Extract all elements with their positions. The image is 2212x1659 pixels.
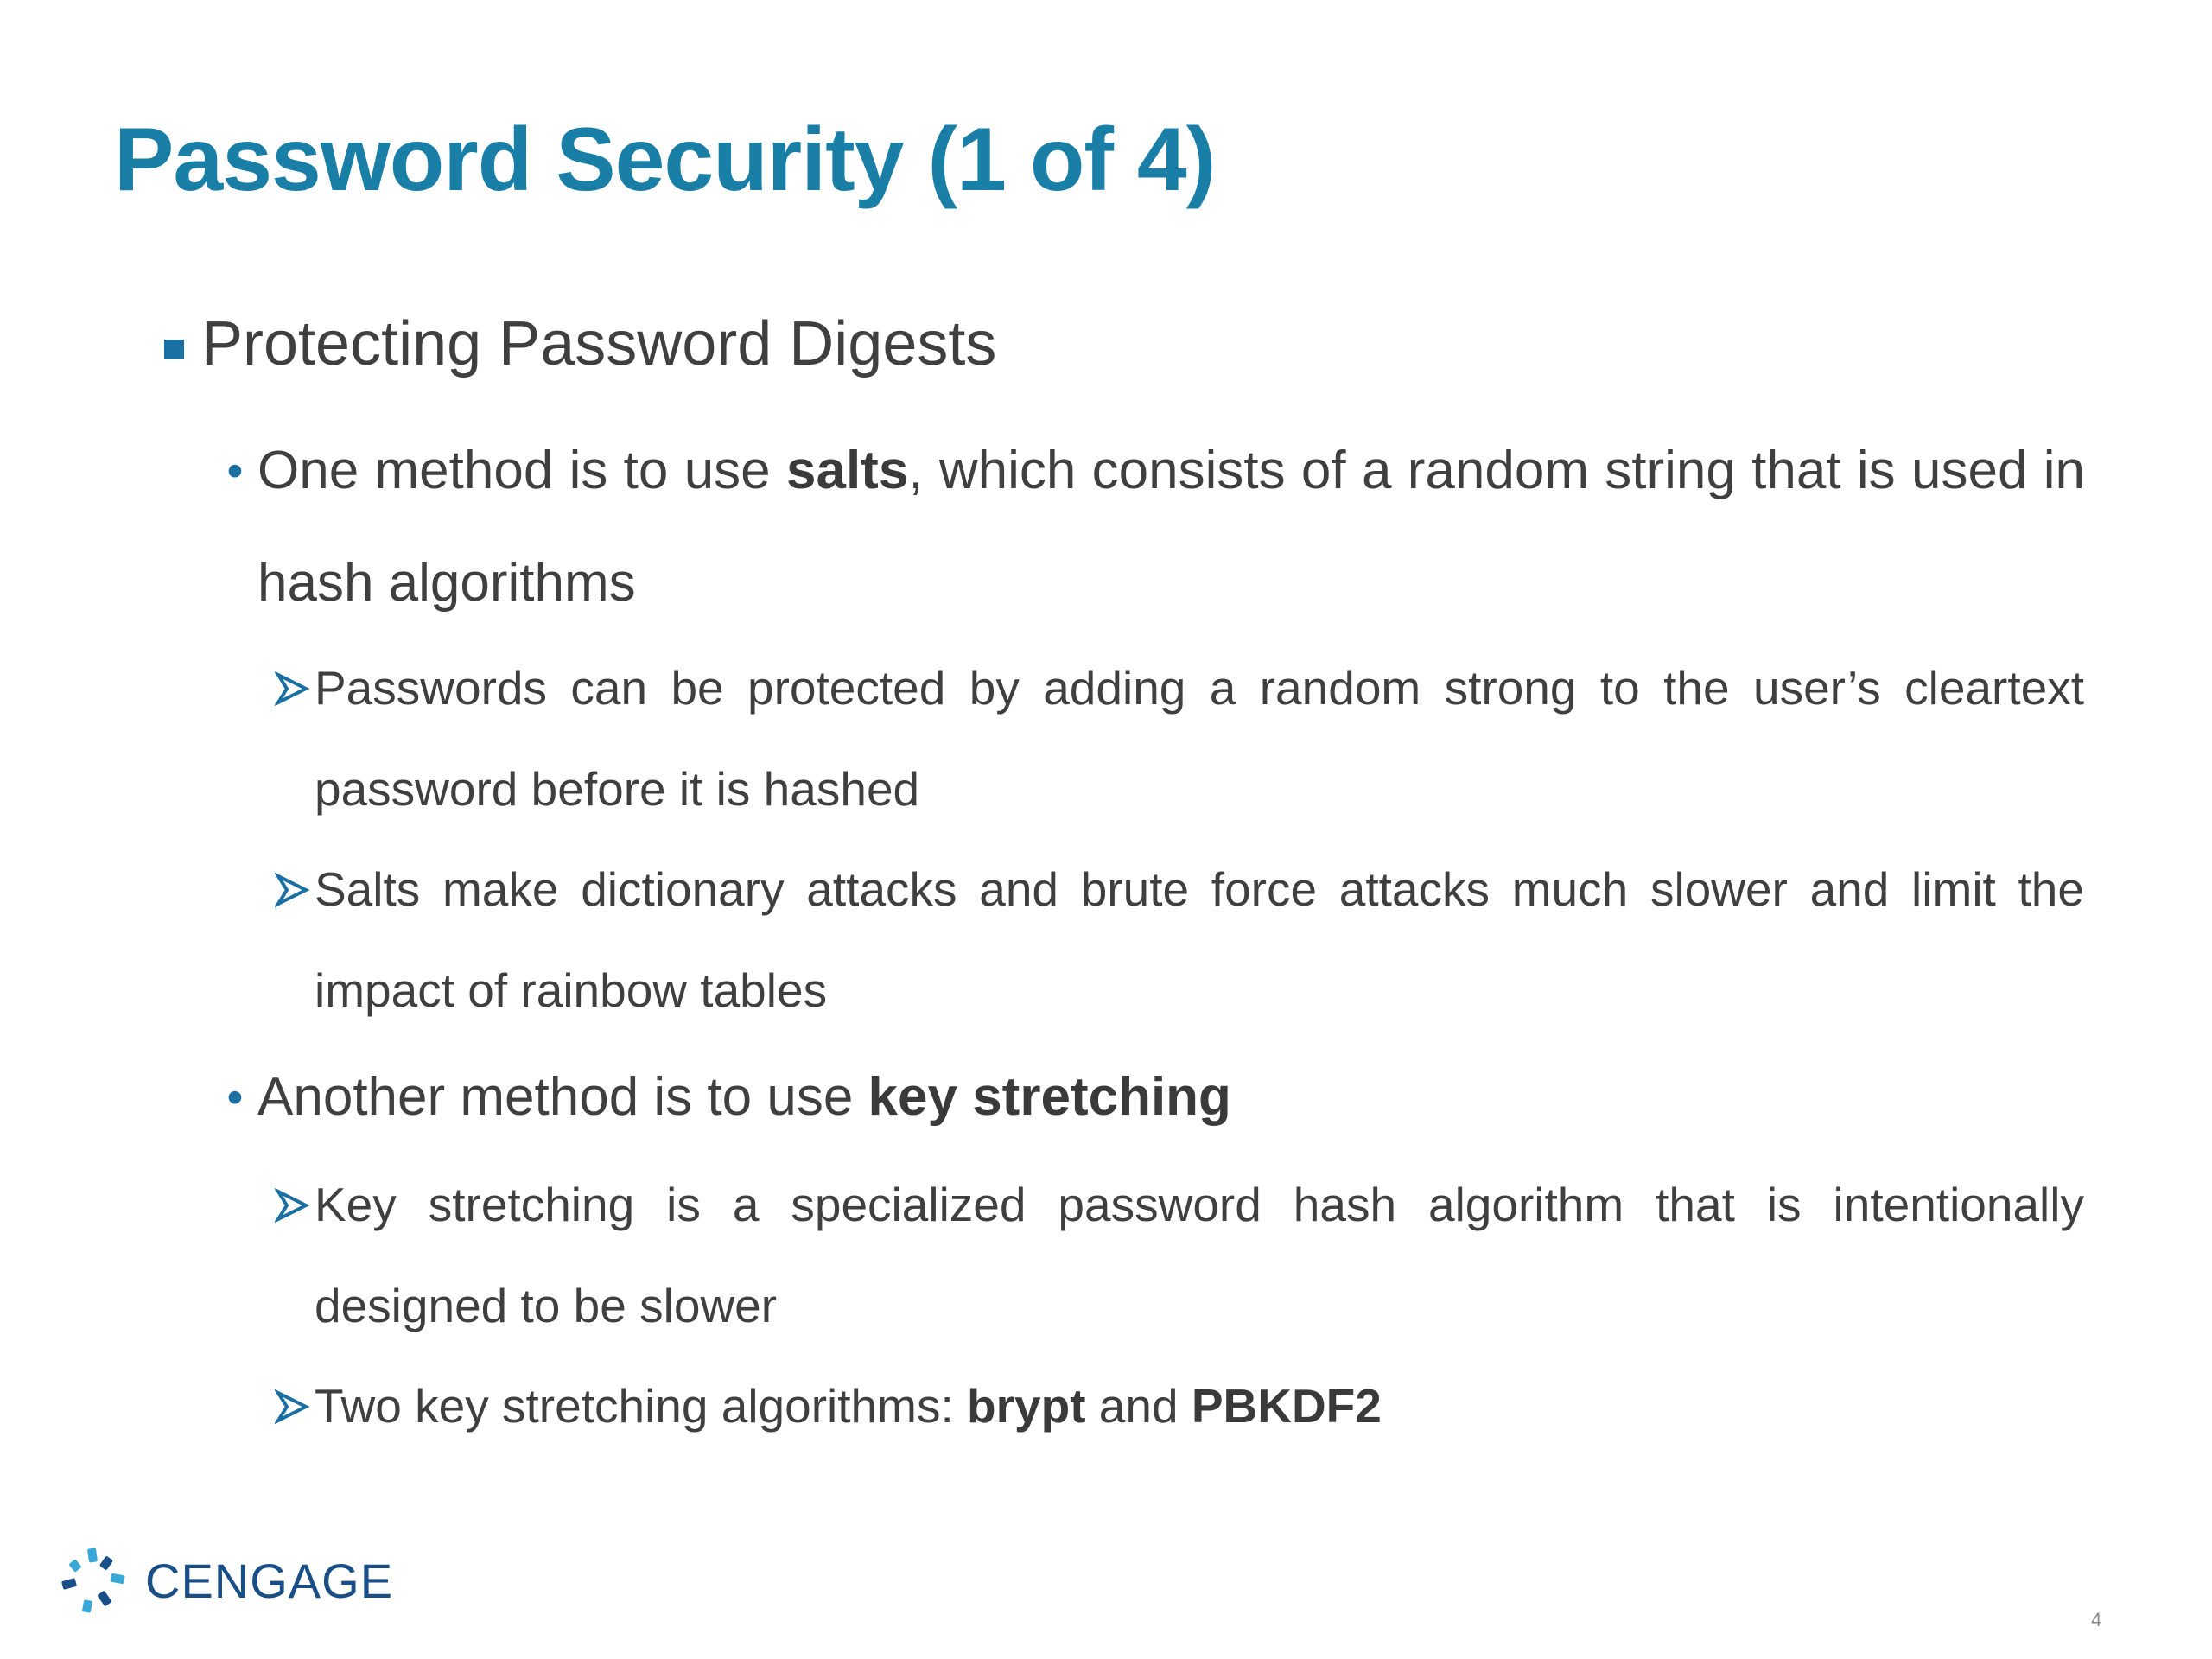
square-bullet-icon bbox=[164, 340, 184, 359]
bullet-text bbox=[257, 1041, 2085, 1154]
bullet-text: Protecting Password Digests bbox=[201, 309, 997, 378]
sub-bullet-passwords-protected bbox=[275, 638, 2084, 840]
bullet-key-stretching bbox=[214, 1041, 2085, 1154]
text-segment: One method is to use bbox=[257, 441, 786, 500]
sub-bullet-salts-slower bbox=[275, 839, 2084, 1041]
arrow-bullet-icon bbox=[275, 839, 311, 940]
arrow-bullet-icon bbox=[275, 1154, 311, 1255]
bold-term: PBKDF2 bbox=[1191, 1379, 1382, 1433]
page-number: 4 bbox=[2091, 1609, 2102, 1630]
text-segment: Another method is to use bbox=[257, 1067, 868, 1127]
sub-bullet-key-stretching-definition bbox=[275, 1154, 2084, 1357]
text-segment: and bbox=[1085, 1379, 1192, 1433]
round-bullet-icon: • bbox=[226, 1071, 244, 1123]
arrow-bullet-icon bbox=[275, 638, 311, 739]
cengage-logo bbox=[59, 1547, 393, 1616]
arrow-bullet-icon bbox=[275, 1356, 311, 1457]
sub-bullet-text bbox=[315, 1356, 2084, 1457]
bullet-protecting-password-digests bbox=[164, 308, 996, 380]
sub-bullet-text: Key stretching is a specialized password hash algorithm that is intentionally designed to be slower bbox=[315, 1178, 2084, 1332]
bold-term: salts bbox=[785, 441, 909, 500]
bullet-text bbox=[257, 415, 2085, 639]
cengage-logo-icon bbox=[59, 1547, 128, 1616]
logo-wordmark: CENGAGE bbox=[145, 1554, 394, 1608]
text-segment: Two key stretching algorithms: bbox=[315, 1379, 968, 1433]
slide-title: Password Security (1 of 4) bbox=[114, 110, 1216, 210]
sub-bullet-text: Passwords can be protected by adding a random strong to the user’s cleartext password before it is hashed bbox=[315, 661, 2084, 816]
bold-term: brypt bbox=[967, 1379, 1086, 1433]
text-segment: , which consists of a random string that is used in hash algorithms bbox=[257, 441, 2085, 613]
sub-bullet-text: Salts make dictionary attacks and brute force attacks much slower and limit the impact of rainbow tables bbox=[315, 862, 2084, 1017]
round-bullet-icon: • bbox=[226, 445, 244, 497]
bullet-salts bbox=[214, 415, 2085, 639]
sub-bullet-two-algorithms bbox=[275, 1356, 2084, 1457]
bold-term: key stretching bbox=[868, 1067, 1231, 1127]
